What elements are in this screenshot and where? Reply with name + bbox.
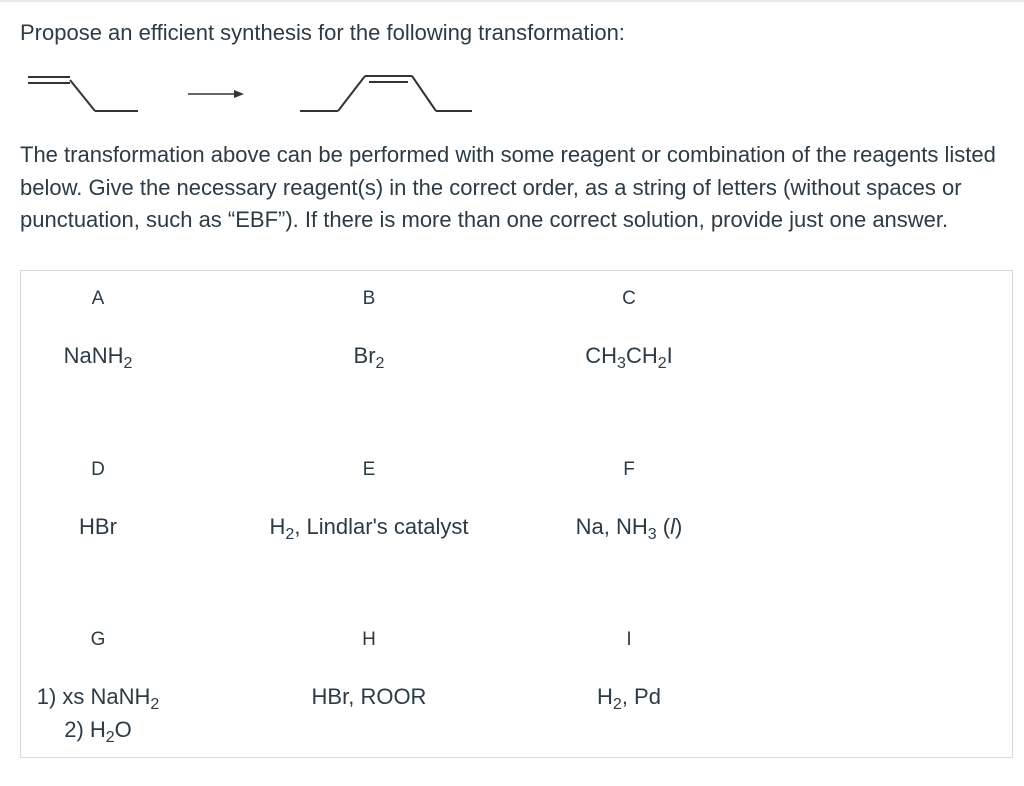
subscript: 2 — [657, 355, 667, 372]
reagent-cell-a — [0, 287, 228, 374]
formula-text: NaNH — [63, 343, 124, 368]
question-prompt: Propose an efficient synthesis for the following transformation: — [20, 20, 625, 45]
subscript: 2 — [612, 696, 622, 713]
reagent-formula — [0, 682, 228, 748]
reagent-formula — [0, 341, 228, 374]
reagent-letter: D — [91, 459, 105, 480]
reagent-cell-b — [239, 287, 499, 374]
reagent-letter: E — [362, 459, 376, 480]
formula-text: O — [114, 717, 132, 742]
formula-text: H — [269, 514, 286, 539]
reagent-cell-e — [239, 458, 499, 545]
top-divider — [0, 0, 1024, 2]
formula-text: 1) xs NaNH — [36, 684, 151, 709]
formula-text: l — [670, 514, 676, 539]
product-alkene-structure — [300, 76, 472, 111]
formula-text: HBr, ROOR — [311, 684, 427, 709]
formula-text: ( — [656, 514, 671, 539]
reagent-formula — [499, 512, 759, 545]
reagent-formula — [499, 341, 759, 374]
subscript: 2 — [105, 729, 115, 746]
subscript: 2 — [285, 526, 295, 543]
reagent-cell-g — [0, 628, 228, 748]
subscript: 2 — [375, 355, 385, 372]
reagent-cell-d — [0, 458, 228, 542]
reagent-cell-c — [499, 287, 759, 374]
reagent-letter: A — [91, 288, 105, 309]
reagent-letter: I — [626, 629, 632, 650]
formula-text: CH — [585, 343, 618, 368]
formula-text: Na, NH — [575, 514, 648, 539]
reagent-step — [0, 682, 228, 715]
reagent-letter: H — [362, 629, 376, 650]
subscript: 2 — [150, 696, 160, 713]
reagent-cell-f — [499, 458, 759, 545]
reagent-letter: G — [90, 629, 106, 650]
reagent-letter: F — [623, 459, 635, 480]
reagent-letter: C — [622, 288, 636, 309]
reaction-scheme — [20, 64, 480, 124]
formula-text: ) — [675, 514, 683, 539]
reagent-step — [0, 715, 228, 748]
reagent-formula — [239, 682, 499, 712]
formula-text: CH — [625, 343, 658, 368]
formula-text: I — [666, 343, 673, 368]
subscript: 3 — [647, 526, 657, 543]
formula-text: 2) H — [64, 717, 106, 742]
formula-text: , Lindlar's catalyst — [294, 514, 469, 539]
starting-material-alkene-structure — [28, 77, 138, 111]
question-instructions: The transformation above can be performed with some reagent or combination of the reagents listed below. Give the necessary reagent(s) in the correct order, as a string of letters (without spaces or punctuation, such as “EBF”). If there is more than one correct solution, provide just one answer. — [20, 142, 996, 232]
reagent-formula — [499, 682, 759, 715]
reagent-formula — [239, 341, 499, 374]
reagent-table — [20, 270, 1013, 758]
formula-text: H — [597, 684, 613, 709]
reagent-cell-h — [239, 628, 499, 712]
subscript: 2 — [123, 355, 133, 372]
reagent-formula — [0, 512, 228, 542]
reagent-cell-i — [499, 628, 759, 715]
formula-text: HBr — [79, 514, 117, 539]
reagent-formula — [239, 512, 499, 545]
formula-text: , Pd — [621, 684, 661, 709]
reaction-arrow-icon — [188, 90, 244, 98]
formula-text: Br — [353, 343, 376, 368]
reagent-letter: B — [362, 288, 376, 309]
subscript: 3 — [617, 355, 626, 372]
